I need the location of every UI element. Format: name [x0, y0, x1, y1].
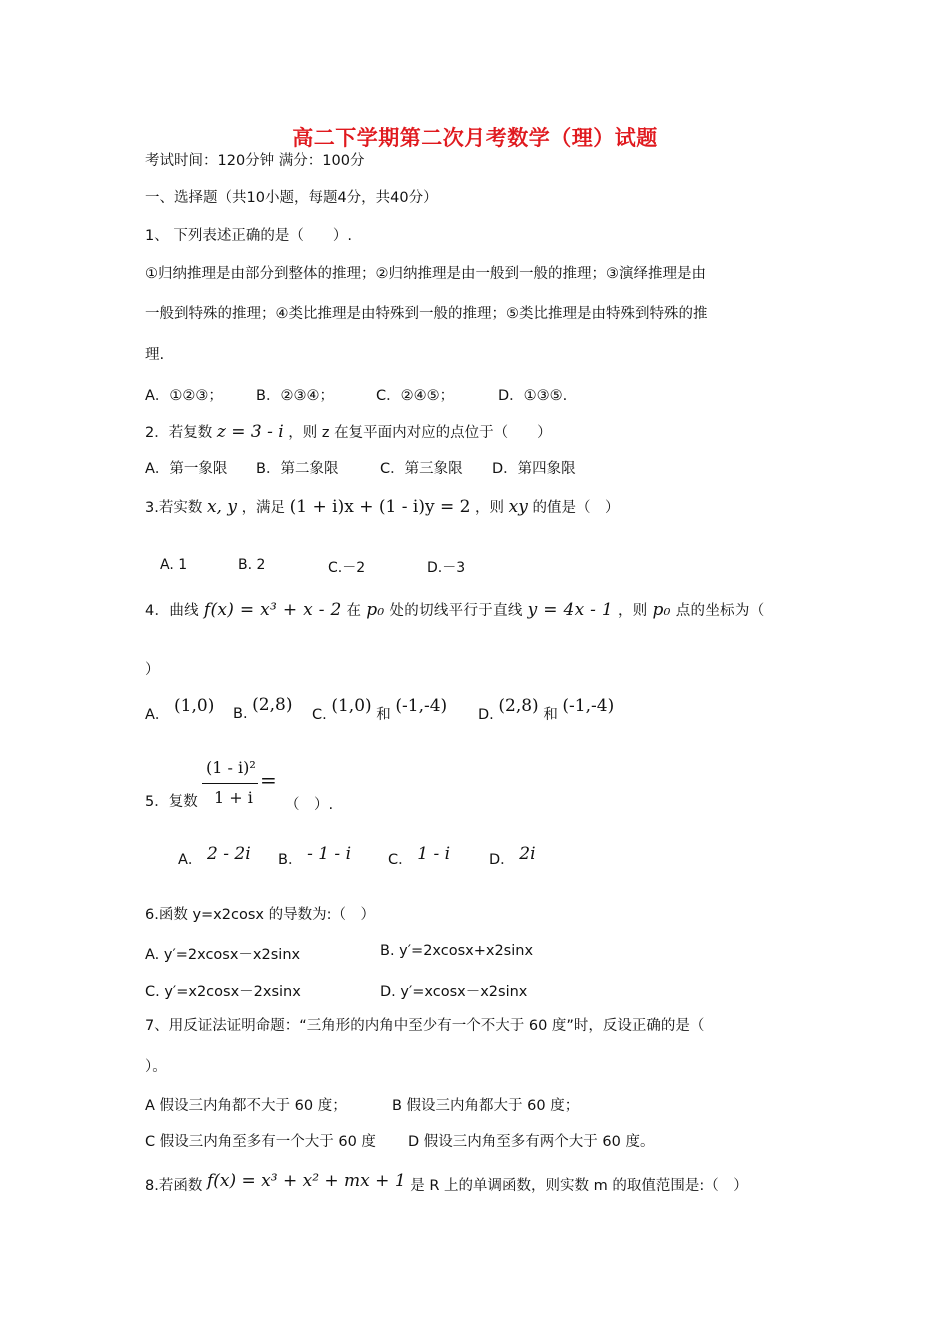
q7-option-d: D 假设三内角至多有两个大于 60 度。 [408, 1134, 655, 1150]
q4-option-c-value2: (-1,-4) [395, 696, 448, 716]
q8-stem [145, 1171, 748, 1196]
q3-equation: (1 + i)x + (1 - i)y = 2 [289, 497, 471, 517]
q2-option-b: B．第二象限 [256, 461, 339, 477]
q1-stem: 1、 下列表述正确的是（ ）. [145, 228, 352, 244]
q1-option-b: B．②③④； [256, 388, 334, 404]
q6-option-d: D. y′=xcosx－x2sinx [380, 984, 528, 1000]
q5-option-c [388, 844, 451, 869]
q5-option-a-value: 2 - 2i [207, 844, 251, 864]
q5-fraction-bar [202, 783, 258, 784]
q3-xy: xy [508, 497, 528, 517]
q4-option-c [312, 696, 448, 724]
q4-option-d-and: 和 [543, 707, 558, 723]
q4-option-c-value1: (1,0) [331, 696, 372, 716]
q3-option-d: D.－3 [427, 560, 466, 576]
q5-pre: 5．复数 [145, 794, 198, 810]
q5-option-c-value: 1 - i [417, 844, 451, 864]
q1-option-a: A．①②③； [145, 388, 223, 404]
q5-option-d-value: 2i [519, 844, 536, 864]
q1-line1: ①归纳推理是由部分到整体的推理；②归纳推理是由一般到一般的推理；③演绎推理是由 [145, 266, 706, 282]
q6-option-b: B. y′=2xcosx+x2sinx [380, 943, 534, 959]
q2-stem [145, 422, 552, 443]
q7-close: ）。 [145, 1059, 167, 1075]
q7-option-c: C 假设三内角至多有一个大于 60 度 [145, 1134, 376, 1150]
section-heading: 一、选择题（共10小题，每题4分，共40分） [145, 190, 438, 206]
q4-pre: 4．曲线 [145, 603, 199, 619]
q5-equals: = [260, 768, 277, 792]
q2-pre: 2．若复数 [145, 425, 213, 441]
q4-close: ） [145, 662, 160, 678]
page-title: 高二下学期第二次月考数学（理）试题 [292, 126, 658, 150]
q4-stem [145, 600, 765, 621]
q4-post: 点的坐标为（ [675, 603, 765, 619]
q4-option-d [478, 696, 615, 724]
q3-option-b: B. 2 [238, 557, 266, 573]
q5-option-a [178, 844, 251, 869]
q6-option-a: A. y′=2xcosx－x2sinx [145, 947, 301, 963]
q8-function: f(x) = x³ + x² + mx + 1 [206, 1171, 406, 1191]
q2-post: ，则 z 在复平面内对应的点位于（ ） [288, 425, 552, 441]
q5-option-c-label: C． [388, 852, 413, 868]
q4-option-b-label: B. [233, 706, 248, 722]
q5-option-b-value: - 1 - i [307, 844, 352, 864]
q3-vars: x, y [206, 497, 237, 517]
q3-post: 的值是（ ） [532, 500, 620, 516]
q2-option-d: D．第四象限 [492, 461, 576, 477]
q3-mid: ，满足 [241, 500, 286, 516]
q4-option-d-value2: (-1,-4) [562, 696, 615, 716]
q4-option-d-value1: (2,8) [498, 696, 539, 716]
q5-post: （ ）. [285, 797, 334, 813]
q4-point: p₀ [366, 600, 385, 620]
q3-stem [145, 497, 619, 518]
q7-option-a: A 假设三内角都不大于 60 度； [145, 1098, 347, 1114]
q2-option-a: A．第一象限 [145, 461, 228, 477]
q4-then: ，则 [617, 603, 648, 619]
q5-denominator: 1 + i [214, 788, 253, 807]
q1-line2: 一般到特殊的推理；④类比推理是由特殊到一般的推理；⑤类比推理是由特殊到特殊的推 [145, 306, 708, 322]
q4-option-b [233, 695, 293, 723]
q1-option-d: D．①③⑤. [498, 388, 568, 404]
q4-mid: 处的切线平行于直线 [389, 603, 523, 619]
q2-math: z = 3 - i [216, 422, 284, 442]
q7-option-b: B 假设三内角都大于 60 度； [392, 1098, 580, 1114]
q5-numerator: (1 - i)² [206, 758, 256, 777]
q3-option-a: A. 1 [160, 557, 188, 573]
q5-option-d [489, 844, 536, 869]
q3-option-c: C.－2 [328, 560, 366, 576]
q3-mid2: ，则 [475, 500, 505, 516]
q2-option-c: C．第三象限 [380, 461, 463, 477]
q4-option-c-and: 和 [376, 707, 391, 723]
q3-pre: 3.若实数 [145, 500, 203, 516]
q4-option-a-value: (1,0) [174, 696, 215, 716]
q4-option-a-label: A． [145, 707, 170, 723]
q8-post: 是 R 上的单调函数，则实数 m 的取值范围是:（ ） [410, 1178, 748, 1194]
q4-option-d-label: D. [478, 707, 494, 723]
q4-function: f(x) = x³ + x - 2 [203, 600, 342, 620]
q1-line3: 理. [145, 347, 165, 363]
q7-stem: 7、用反证法证明命题：“三角形的内角中至少有一个不大于 60 度”时，反设正确的是（ [145, 1018, 705, 1034]
q4-at: 在 [346, 603, 362, 619]
exam-info: 考试时间：120分钟 满分：100分 [145, 153, 365, 169]
q4-point-2: p₀ [652, 600, 671, 620]
q6-stem: 6.函数 y=x2cosx 的导数为:（ ） [145, 907, 375, 923]
q8-pre: 8.若函数 [145, 1178, 203, 1194]
q6-option-c: C. y′=x2cosx－2xsinx [145, 984, 301, 1000]
q5-option-b [278, 844, 352, 869]
q5-option-b-label: B． [278, 852, 303, 868]
q1-option-c: C．②④⑤； [376, 388, 455, 404]
q5-option-d-label: D． [489, 852, 515, 868]
q4-option-c-label: C. [312, 707, 327, 723]
q5-option-a-label: A． [178, 852, 203, 868]
q4-line: y = 4x - 1 [527, 600, 614, 620]
q4-option-b-value: (2,8) [252, 695, 293, 715]
q4-option-a [145, 696, 215, 724]
